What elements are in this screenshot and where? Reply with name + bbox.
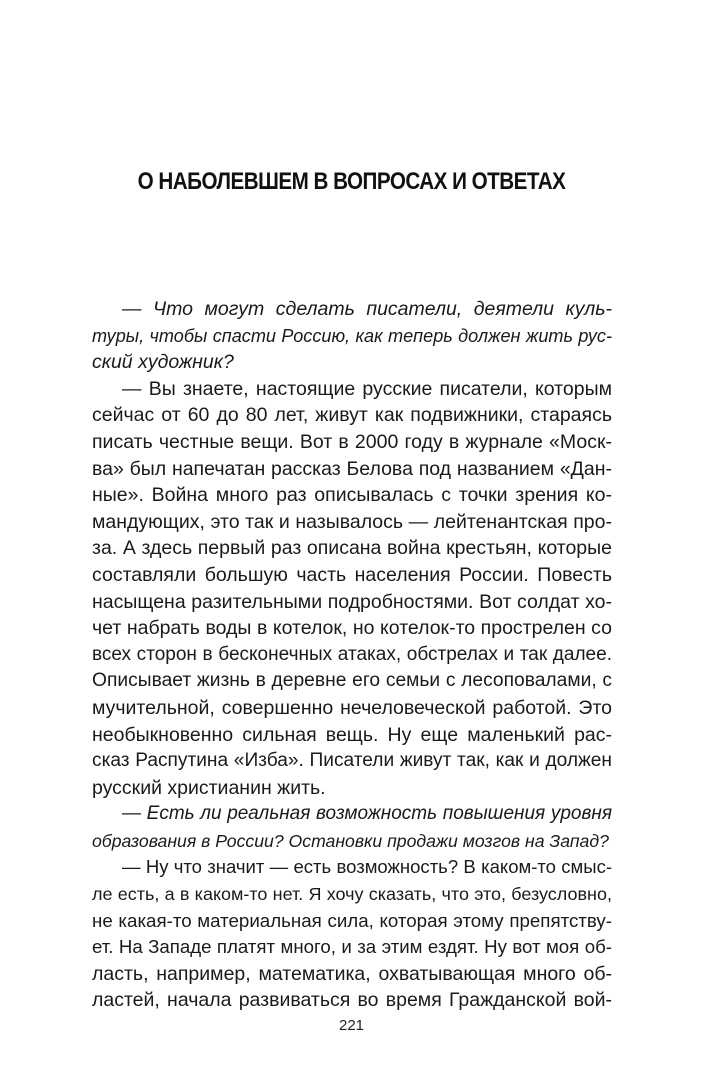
text-line: за. А здесь первый раз описана война крестьян, которые: [92, 537, 612, 560]
text-line: — Вы знаете, настоящие русские писатели, которым: [122, 377, 612, 400]
text-line: всех сторон в бесконечных атаках, обстрелах и так далее.: [92, 643, 612, 665]
answer-paragraph: [92, 376, 612, 802]
text-line: — Ну что значит — есть возможность? В каком-то смыс-: [122, 856, 612, 878]
text-line: — Есть ли реальная возможность повышения уровня: [122, 803, 612, 825]
text-line: ва» был напечатан рассказ Белова под названием «Дан-: [92, 457, 612, 480]
text-line: чет набрать воды в котелок, но котелок-то прострелен со: [92, 617, 612, 640]
page-number: 221: [338, 1017, 365, 1034]
text-line: Описывает жизнь в деревне его семьи с лесоповалами, с: [92, 670, 612, 692]
text-line: ле есть, а в каком-то нет. Я хочу сказать, что это, безусловно,: [92, 884, 612, 905]
text-line: ластей, начала развиваться во время Гражданской вой-: [92, 989, 612, 1012]
answer-paragraph: [92, 854, 612, 1014]
text-line: сказ Распутина «Изба». Писатели живут так, как и должен: [92, 750, 612, 772]
text-line: туры, чтобы спасти Россию, как теперь должен жить рус-: [92, 325, 612, 346]
text-line: образования в России? Остановки продажи мозгов на Запад?: [92, 830, 609, 851]
text-line: мандующих, это так и называлось — лейтенантская про-: [92, 510, 612, 533]
text-line: не какая-то материальная сила, которая этому препятству-: [92, 909, 612, 931]
text-line: насыщена разительными подробностями. Вот солдат хо-: [92, 590, 612, 613]
text-line: — Что могут сделать писатели, деятели куль-: [122, 298, 612, 320]
text-line: ский художник?: [92, 351, 234, 374]
question-paragraph: [92, 801, 612, 854]
text-line: необыкновенно сильная вещь. Ну еще маленький рас-: [92, 723, 612, 746]
text-line: сейчас от 60 до 80 лет, живут как подвижники, стараясь: [92, 404, 612, 427]
text-line: ные». Война много раз описывалась с точки зрения ко-: [92, 484, 612, 507]
chapter-title: О НАБОЛЕВШЕМ В ВОПРОСАХ И ОТВЕТАХ: [137, 168, 566, 195]
text-line: писать честные вещи. Вот в 2000 году в журнале «Моск-: [92, 430, 612, 453]
text-line: составляли большую часть населения России. Повесть: [92, 563, 612, 586]
text-line: ет. На Западе платят много, и за этим ездят. Ну вот моя об-: [92, 936, 612, 958]
question-paragraph: [92, 296, 612, 376]
text-line: мучительной, совершенно нечеловеческой работой. Это: [92, 696, 612, 719]
text-line: русский христианин жить.: [92, 776, 326, 799]
body-text: [92, 296, 612, 1014]
text-line: ласть, например, математика, охватывающая много об-: [92, 962, 612, 985]
